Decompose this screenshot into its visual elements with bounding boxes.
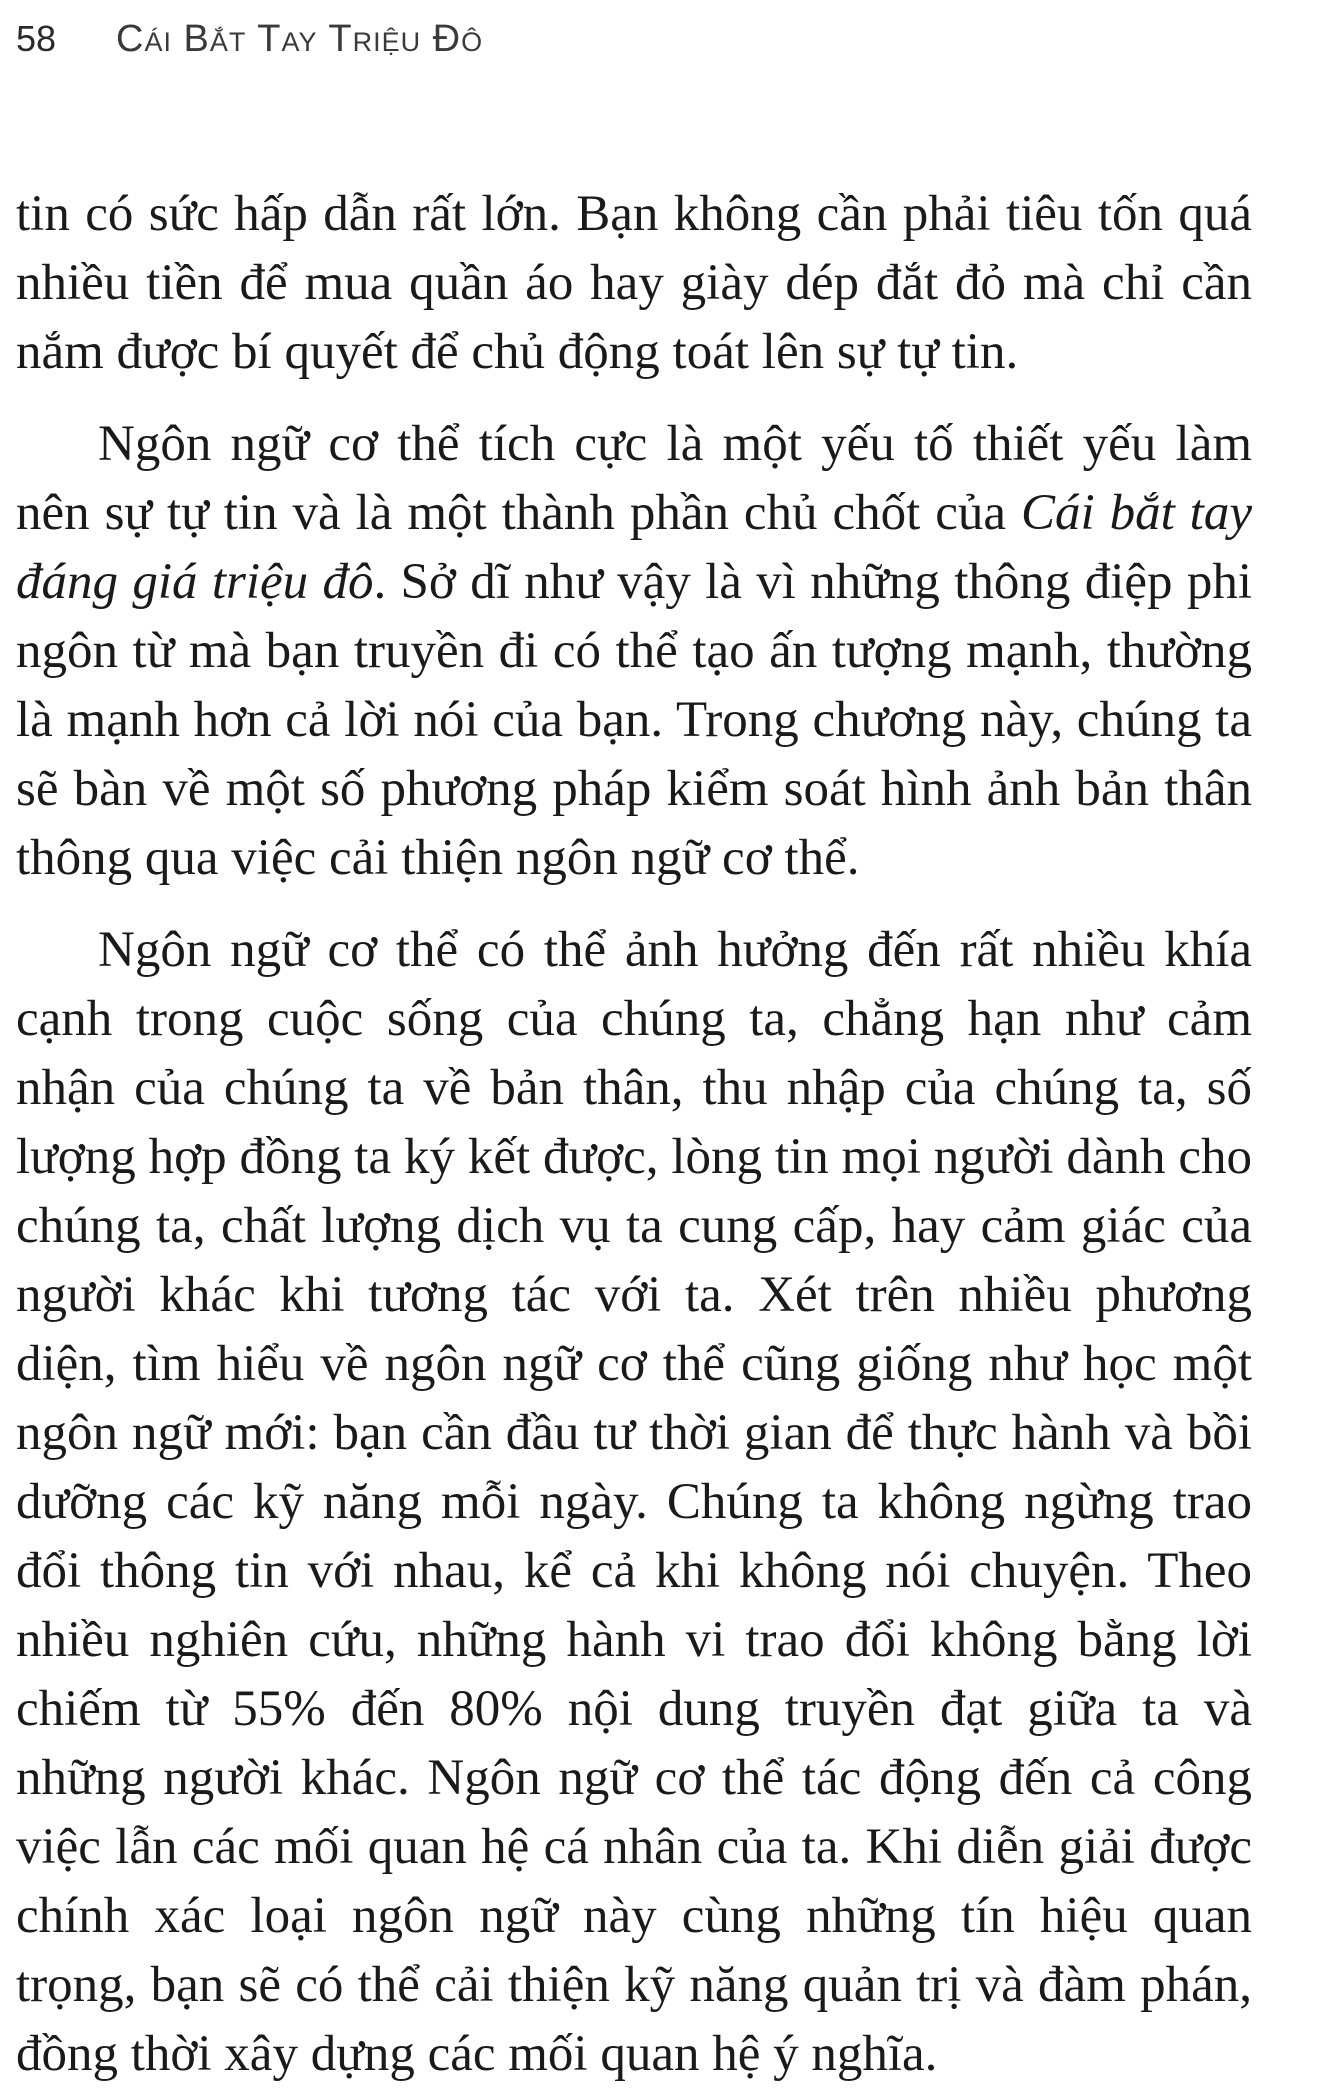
paragraph-3: Ngôn ngữ cơ thể có thể ảnh hưởng đến rất nhiều khía cạnh trong cuộc sống của chúng ta, chẳng hạn như cảm nhận của chúng ta về bản thân, thu nhập của chúng ta, số lượng hợp đồng ta ký kết được, lòng tin mọi người dành cho chúng ta, chất lượng dịch vụ ta cung cấp, hay cảm giác của người khác khi tương tác với ta. Xét trên nhiều phương diện, tìm hiểu về ngôn ngữ cơ thể cũng giống như học một ngôn ngữ mới: bạn cần đầu tư thời gian để thực hành và bồi dưỡng các kỹ năng mỗi ngày. Chúng ta không ngừng trao đổi thông tin với nhau, kể cả khi không nói chuyện. Theo nhiều nghiên cứu, những hành vi trao đổi không bằng lời chiếm từ 55% đến 80% nội dung truyền đạt giữa ta và những người khác. Ngôn ngữ cơ thể tác động đến cả công việc lẫn các mối quan hệ cá nhân của ta. Khi diễn giải được chính xác loại ngôn ngữ này cùng những tín hiệu quan trọng, bạn sẽ có thể cải thiện kỹ năng quản trị và đàm phán, đồng thời xây dựng các mối quan hệ ý nghĩa.	[16, 922, 1252, 2082]
page-number: 58	[16, 18, 57, 59]
paragraph-2	[16, 410, 1252, 893]
body-text	[16, 180, 1252, 2089]
paragraph-2-text-end: . Sở dĩ như vậy là vì những thông điệp phi ngôn từ mà bạn truyền đi có thể tạo ấn tượng mạnh, thường là mạnh hơn cả lời nói của bạn. Trong chương này, chúng ta sẽ bàn về một số phương pháp kiểm soát hình ảnh bản thân thông qua việc cải thiện ngôn ngữ cơ thể.	[16, 554, 1252, 886]
book-title-italic: Cái bắt tay đáng giá triệu đô	[16, 485, 1252, 610]
paragraph-1: tin có sức hấp dẫn rất lớn. Bạn không cần phải tiêu tốn quá nhiều tiền để mua quần áo hay giày dép đắt đỏ mà chỉ cần nắm được bí quyết để chủ động toát lên sự tự tin.	[16, 186, 1252, 380]
paragraph-2-text-start: Ngôn ngữ cơ thể tích cực là một yếu tố thiết yếu làm nên sự tự tin và là một thành phần chủ chốt của	[16, 416, 1252, 541]
page-header	[16, 14, 1304, 64]
running-title: Cái Bắt Tay Triệu Đô	[116, 17, 484, 60]
